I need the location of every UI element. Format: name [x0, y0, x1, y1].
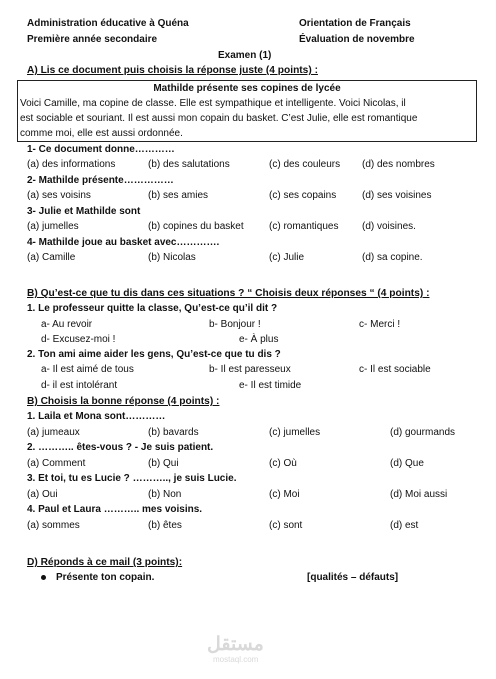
header-right-line2: Évaluation de novembre	[299, 34, 415, 45]
option[interactable]: (b) des salutations	[148, 159, 230, 170]
writing-task: Présente ton copain.	[56, 572, 155, 583]
option[interactable]: d- il est intolérant	[41, 380, 118, 391]
reading-text-title: Mathilde présente ses copines de lycée	[153, 83, 341, 94]
option[interactable]: e- À plus	[239, 334, 279, 345]
option[interactable]: (d) gourmands	[390, 427, 456, 438]
section-b2-title: B) Choisis la bonne réponse (4 points) :	[27, 396, 220, 407]
option[interactable]: (d) des nombres	[362, 159, 435, 170]
watermark-url: mostaql.com	[213, 655, 259, 664]
section-b1-title: B) Qu’est-ce que tu dis dans ces situations ? “ Choisis deux réponses “ (4 points) :	[27, 288, 430, 299]
option[interactable]: (a) Comment	[27, 458, 86, 469]
section-d-title: D) Réponds à ce mail (3 points):	[27, 557, 183, 568]
option[interactable]: (c) ses copains	[269, 190, 337, 201]
reading-text-line: Voici Camille, ma copine de classe. Elle est sympathique et intelligente. Voici Nicolas, il	[20, 98, 406, 109]
watermark-logo	[207, 633, 264, 664]
option[interactable]: a- Il est aimé de tous	[41, 364, 134, 375]
option[interactable]: (c) Moi	[269, 489, 300, 500]
option[interactable]: (c) romantiques	[269, 221, 339, 232]
option[interactable]: (b) copines du basket	[148, 221, 244, 232]
option[interactable]: (a) Camille	[27, 252, 76, 263]
option[interactable]: (c) Où	[269, 458, 297, 469]
question-a3: 3- Julie et Mathilde sont	[27, 206, 141, 217]
option[interactable]: a- Au revoir	[41, 319, 93, 330]
option[interactable]: (a) ses voisins	[27, 190, 91, 201]
bullet-icon	[41, 575, 46, 580]
option[interactable]: (d) sa copine.	[362, 252, 423, 263]
question-a1: 1- Ce document donne…………	[27, 144, 175, 155]
option[interactable]: (c) sont	[269, 520, 303, 531]
option[interactable]: (b) Non	[148, 489, 182, 500]
option[interactable]: e- Il est timide	[239, 380, 302, 391]
watermark-arabic: مستقل	[207, 634, 264, 655]
option[interactable]: (c) des couleurs	[269, 159, 341, 170]
option[interactable]: (b) êtes	[148, 520, 182, 531]
option[interactable]: (a) jumeaux	[27, 427, 80, 438]
header-right-line1: Orientation de Français	[299, 18, 411, 29]
option[interactable]: (a) Oui	[27, 489, 58, 500]
option[interactable]: c- Il est sociable	[359, 364, 431, 375]
option[interactable]: b- Il est paresseux	[209, 364, 291, 375]
option[interactable]: (d) Que	[390, 458, 424, 469]
option[interactable]: (d) Moi aussi	[390, 489, 448, 500]
reading-text-line: comme moi, elle est aussi ordonnée.	[20, 128, 183, 139]
option[interactable]: (b) bavards	[148, 427, 199, 438]
question-b1-1: 1. Le professeur quitte la classe, Qu’est-ce qu’il dit ?	[27, 303, 278, 314]
header-left-line1: Administration éducative à Quéna	[27, 18, 189, 29]
option[interactable]: (a) des informations	[27, 159, 116, 170]
question-b2-1: 1. Laila et Mona sont…………	[27, 411, 166, 422]
reading-text-paragraph	[20, 96, 472, 141]
reading-text-line: est sociable et souriant. Il est aussi mon copain du basket. C’est Julie, elle est romantique	[20, 113, 418, 124]
option[interactable]: (d) est	[390, 520, 419, 531]
question-b2-2: 2. ……….. êtes-vous ? - Je suis patient.	[27, 442, 214, 453]
option[interactable]: b- Bonjour !	[209, 319, 261, 330]
question-a2: 2- Mathilde présente……………	[27, 175, 174, 186]
option[interactable]: (b) ses amies	[148, 190, 209, 201]
option[interactable]: c- Merci !	[359, 319, 401, 330]
writing-hint: [qualités – défauts]	[307, 572, 399, 583]
option[interactable]: (b) Nicolas	[148, 252, 196, 263]
option[interactable]: (c) jumelles	[269, 427, 321, 438]
option[interactable]: (a) sommes	[27, 520, 80, 531]
question-a4: 4- Mathilde joue au basket avec………….	[27, 237, 220, 248]
option[interactable]: d- Excusez-moi !	[41, 334, 116, 345]
question-b1-2: 2. Ton ami aime aider les gens, Qu’est-ce que tu dis ?	[27, 349, 281, 360]
header-left-line2: Première année secondaire	[27, 34, 158, 45]
option[interactable]: (c) Julie	[269, 252, 305, 263]
exam-title: Examen (1)	[218, 50, 272, 61]
section-a-title: A) Lis ce document puis choisis la réponse juste (4 points) :	[27, 65, 318, 76]
option[interactable]: (d) voisines.	[362, 221, 416, 232]
option[interactable]: (d) ses voisines	[362, 190, 432, 201]
option[interactable]: (a) jumelles	[27, 221, 79, 232]
reading-text-box	[17, 80, 477, 142]
option[interactable]: (b) Qui	[148, 458, 179, 469]
question-b2-3: 3. Et toi, tu es Lucie ? ……….., je suis Lucie.	[27, 473, 237, 484]
question-b2-4: 4. Paul et Laura ……….. mes voisins.	[27, 504, 203, 515]
